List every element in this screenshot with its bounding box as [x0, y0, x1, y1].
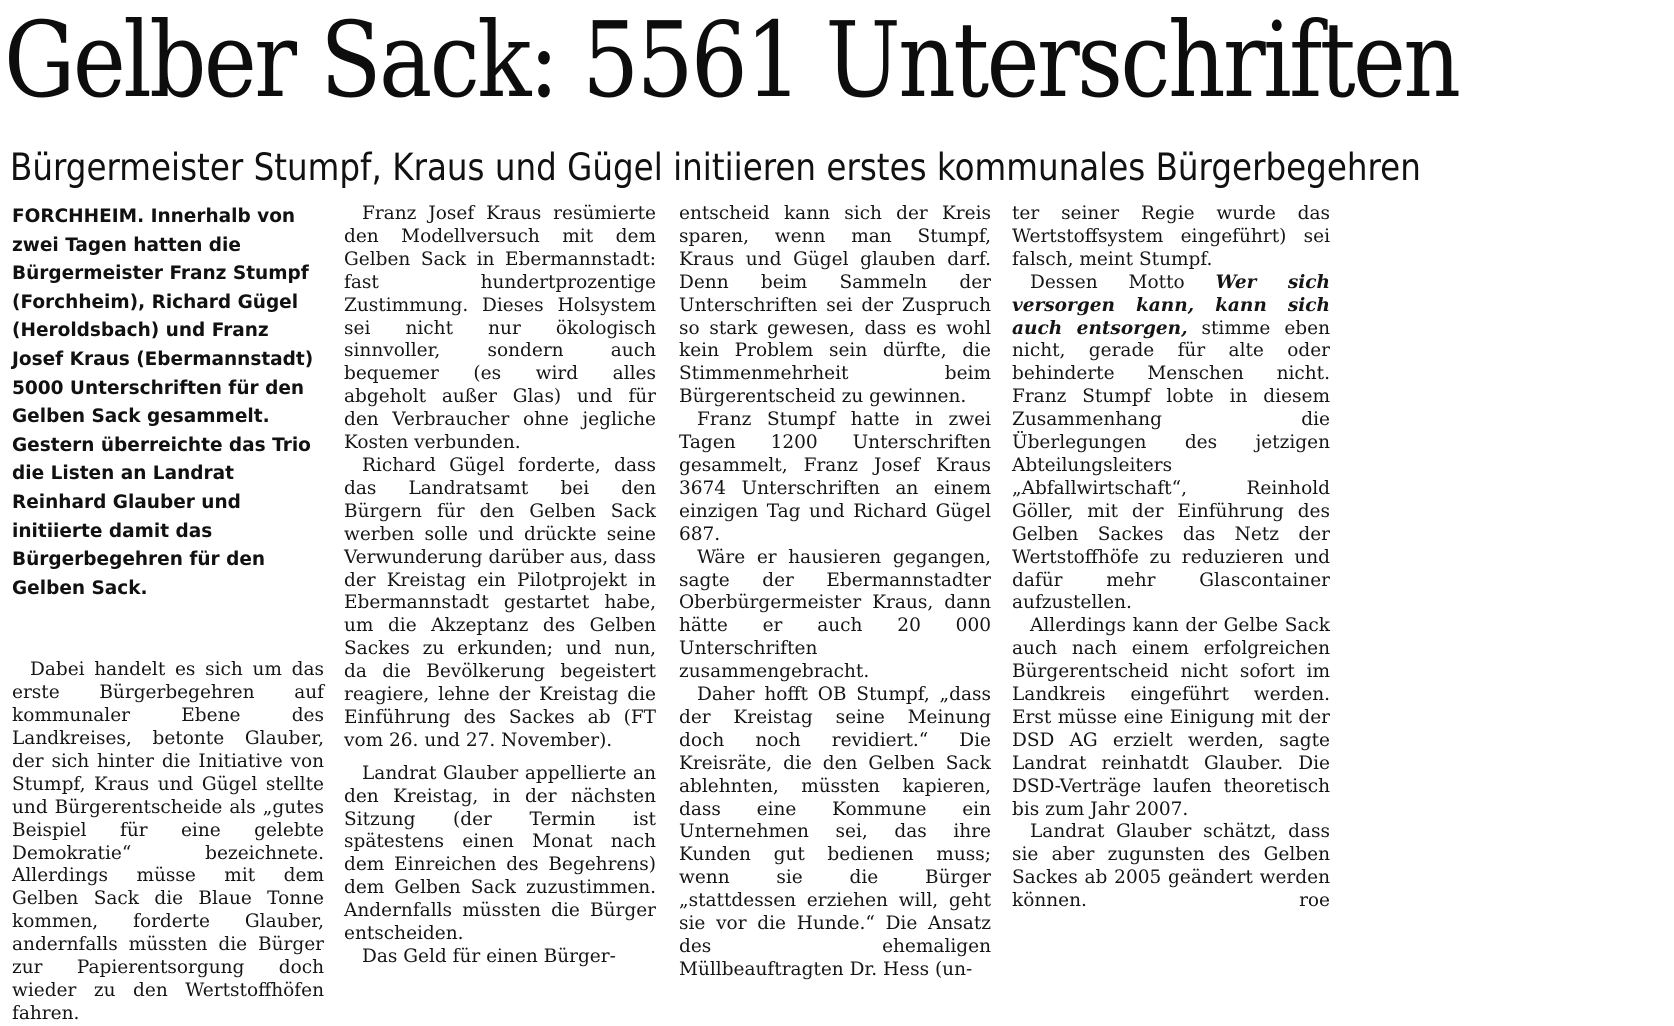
article-column-2 [344, 203, 656, 973]
motto-continuation: stimme eben nicht, gerade für alte oder behinderte Menschen nicht. Franz Stumpf lobte in diesem Zusammenhang die Überlegungen des jetzigen Abteilungsleiters „Abfallwirtschaft“, Reinhold Göller, mit der Einführung des Gelben Sackes das Netz der Wertstoffhöfe zu reduzieren und dafür mehr Glascontainer aufzustellen. [1012, 317, 1330, 614]
subheadline: Bürgermeister Stumpf, Kraus und Gügel initiieren erstes kommunales Bürgerbegehren [10, 146, 1421, 189]
headline: Gelber Sack: 5561 Unterschriften [4, 0, 1459, 121]
motto-intro: Dessen Motto [1030, 271, 1216, 293]
body-paragraph [1012, 821, 1330, 913]
closing-text: Landrat Glauber schätzt, dass sie aber zugunsten des Gelben Sackes ab 2005 geändert werden können. [1012, 821, 1330, 912]
author-signature: roe [1299, 890, 1330, 912]
article-column-1 [12, 203, 324, 1024]
body-paragraph: Franz Stumpf hatte in zwei Tagen 1200 Unterschriften gesammelt, Franz Josef Kraus 3674 Unterschriften an einem einzigen Tag und Richard Gügel 687. [679, 409, 991, 545]
article-column-3 [679, 203, 991, 980]
body-paragraph: Allerdings kann der Gelbe Sack auch nach einem erfolgreichen Bürgerentscheid nicht sofort im Landkreis eingeführt werden. Erst müsse eine Einigung mit der DSD AG erzielt werden, sagte Landrat reinhatdt Glauber. Die DSD-Verträge laufen theoretisch bis zum Jahr 2007. [1012, 615, 1330, 820]
body-paragraph: entscheid kann sich der Kreis sparen, wenn man Stumpf, Kraus und Gügel glauben darf. Denn beim Sammeln der Unterschriften sei der Zuspruch so stark gewesen, dass es wohl kein Problem sein dürfte, die Stimmenmehrheit beim Bürgerentscheid zu gewinnen. [679, 203, 991, 408]
dateline: FORCHHEIM. [12, 206, 145, 227]
lead-text: Innerhalb von zwei Tagen hatten die Bürgermeister Franz Stumpf (Forchheim), Richard Gügel (Heroldsbach) und Franz Josef Kraus (Ebermannstadt) 5000 Unterschriften für den Gelben Sack gesammelt. Gestern überreichte das Trio die Listen an Landrat Reinhard Glauber und initiierte damit das Bürgerbegehren für den Gelben Sack. [12, 206, 314, 599]
body-paragraph: ter seiner Regie wurde das Wertstoffsystem eingeführt) sei falsch, meint Stumpf. [1012, 203, 1330, 270]
body-paragraph [1012, 272, 1330, 616]
body-paragraph: Landrat Glauber appellierte an den Kreistag, in der nächsten Sitzung (der Termin ist spätestens einen Monat nach dem Einreichen des Begehrens) dem Gelben Sack zuzustimmen. Andernfalls müssten die Bürger entscheiden. [344, 762, 656, 945]
body-paragraph: Dabei handelt es sich um das erste Bürgerbegehren auf kommunaler Ebene des Landkreises, betonte Glauber, der sich hinter die Initiative von Stumpf, Kraus und Gügel stellte und Bürgerentscheide als „gutes Beispiel für eine gelebte Demokratie“ bezeichnete. Allerdings müsse mit dem Gelben Sack die Blaue Tonne kommen, forderte Glauber, andernfalls müssten die Bürger zur Papierentsorgung doch wieder zu den Wertstoffhöfen fahren. [12, 659, 324, 1024]
body-paragraph: Das Geld für einen Bürger- [362, 946, 616, 967]
body-paragraph: Richard Gügel forderte, dass das Landratsamt bei den Bürgern für den Gelben Sack werben solle und drückte seine Verwunderung darüber aus, dass der Kreistag ein Pilotprojekt in Ebermannstadt gestartet habe, um die Akzeptanz des Gelben Sackes zu erkunden; und nun, da die Bevölkerung begeistert reagiere, lehne der Kreistag die Einführung des Sackes ab (FT vom 26. und 27. November). [344, 454, 656, 751]
body-paragraph: Wäre er hausieren gegangen, sagte der Ebermannstadter Oberbürgermeister Kraus, dann hätte er auch 20 000 Unterschriften zusammengebracht. [679, 546, 991, 683]
body-paragraph: Franz Josef Kraus resümierte den Modellversuch mit dem Gelben Sack in Ebermannstadt: fast hundertprozentige Zustimmung. Dieses Holsystem sei nicht nur ökologisch sinnvoller, sondern auch bequemer (es wird alles abgeholt außer Glas) und für den Verbraucher ohne jegliche Kosten verbunden. [344, 203, 656, 454]
body-paragraph: Daher hofft OB Stumpf, „dass der Kreistag seine Meinung doch noch revidiert.“ Die Kreisräte, die den Gelben Sack ablehnten, müssten kapieren, dass eine Kommune ein Unternehmen sei, das ihre Kunden gut bedienen muss; wenn sie die Bürger „stattdessen erziehen will, geht sie vor die Hunde.“ Die Ansatz des ehemaligen Müllbeauftragten Dr. Hess (un- [679, 684, 991, 980]
lead-paragraph [12, 203, 324, 603]
article-column-4 [1012, 203, 1330, 973]
motto-quote: Wer sich versorgen kann, kann sich auch entsorgen, [1012, 271, 1331, 339]
